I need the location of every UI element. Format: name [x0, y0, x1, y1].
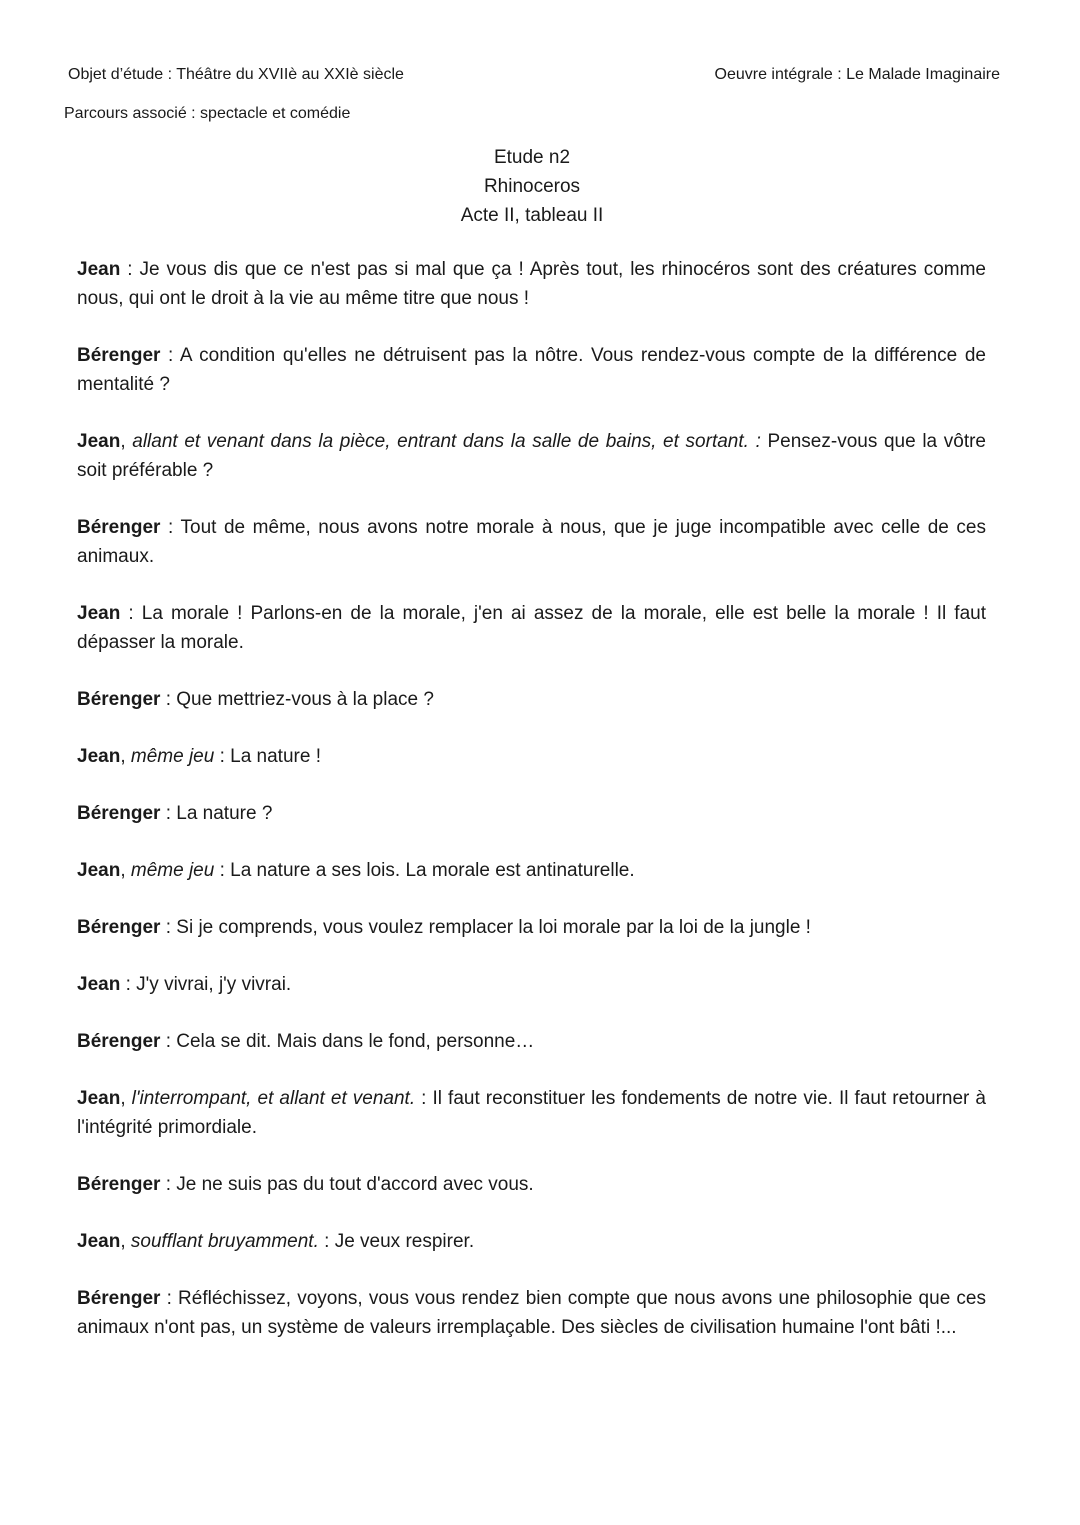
dialogue-line [77, 1227, 986, 1256]
speaker-name: Bérenger [77, 1031, 161, 1052]
separator: : [160, 803, 177, 824]
dialogue-line [77, 856, 986, 885]
line-text: Il faut reconstituer les fondements de notre vie. Il faut retourner à l'intégrité primordiale. [77, 1088, 986, 1138]
dialogue-line [77, 799, 986, 828]
separator: : [160, 917, 177, 938]
title-block [0, 143, 1064, 230]
line-text: La nature a ses lois. La morale est antinaturelle. [230, 860, 635, 881]
separator: , [120, 1231, 131, 1252]
line-text: Si je comprends, vous voulez remplacer la loi morale par la loi de la jungle ! [176, 917, 811, 938]
separator: : [160, 1031, 177, 1052]
line-text: J'y vivrai, j'y vivrai. [136, 974, 292, 995]
line-text: Je ne suis pas du tout d'accord avec vous. [176, 1174, 534, 1195]
stage-direction: soufflant bruyamment. [130, 1231, 319, 1252]
play-title: Rhinoceros [483, 176, 581, 197]
speaker-name: Jean [77, 431, 121, 452]
line-text: La nature ! [230, 746, 321, 767]
dialogue-line [77, 427, 986, 485]
separator: : [120, 974, 137, 995]
dialogue-line [77, 1284, 986, 1342]
dialogue-line [77, 742, 986, 771]
header-objet: Objet d’étude : Théâtre du XVIIè au XXIè siècle [68, 66, 404, 83]
line-text: Je vous dis que ce n'est pas si mal que ça ! Après tout, les rhinocéros sont des créatures comme nous, qui ont le droit à la vie au même titre que nous ! [77, 259, 986, 309]
separator: : [318, 1231, 335, 1252]
speaker-name: Bérenger [77, 517, 161, 538]
dialogue-line [77, 255, 986, 313]
separator: : [160, 517, 181, 538]
stage-direction: allant et venant dans la pièce, entrant dans la salle de bains, et sortant. : [132, 431, 761, 452]
speaker-name: Bérenger [77, 1174, 161, 1195]
line-text: A condition qu'elles ne détruisent pas la nôtre. Vous rendez-vous compte de la différence de mentalité ? [77, 345, 986, 395]
speaker-name: Bérenger [77, 345, 161, 366]
line-text: Je veux respirer. [334, 1231, 475, 1252]
separator: : [120, 603, 142, 624]
line-text: Cela se dit. Mais dans le fond, personne… [176, 1031, 535, 1052]
separator: : [120, 259, 140, 280]
line-text: La nature ? [176, 803, 273, 824]
dialogue-line [77, 913, 986, 942]
separator: : [214, 860, 231, 881]
dialogue-line [77, 1084, 986, 1142]
separator: : [160, 689, 177, 710]
separator: : [415, 1088, 433, 1109]
stage-direction: l'interrompant, et allant et venant. [131, 1088, 416, 1109]
line-text: La morale ! Parlons-en de la morale, j'en ai assez de la morale, elle est belle la morale ! Il faut dépasser la morale. [77, 603, 986, 653]
speaker-name: Jean [77, 259, 121, 280]
stage-direction: même jeu [130, 860, 215, 881]
speaker-name: Jean [77, 1231, 121, 1252]
separator: : [160, 1288, 179, 1309]
speaker-name: Bérenger [77, 917, 161, 938]
dialogue-line [77, 1170, 986, 1199]
line-text: Pensez-vous que la vôtre soit préférable ? [77, 431, 987, 481]
header-oeuvre: Oeuvre intégrale : Le Malade Imaginaire [714, 66, 1000, 83]
separator: , [120, 746, 131, 767]
separator: : [214, 746, 231, 767]
separator [761, 431, 768, 452]
dialogue-line [77, 513, 986, 571]
act-scene: Acte II, tableau II [460, 205, 604, 226]
separator: : [160, 1174, 177, 1195]
speaker-name: Jean [77, 974, 121, 995]
dialogue-line [77, 599, 986, 657]
dialogue-line [77, 341, 986, 399]
separator: , [120, 431, 133, 452]
speaker-name: Bérenger [77, 689, 161, 710]
speaker-name: Jean [77, 746, 121, 767]
line-text: Que mettriez-vous à la place ? [176, 689, 434, 710]
speaker-name: Bérenger [77, 1288, 161, 1309]
speaker-name: Bérenger [77, 803, 161, 824]
line-text: Tout de même, nous avons notre morale à nous, que je juge incompatible avec celle de ces animaux. [77, 517, 986, 567]
speaker-name: Jean [77, 860, 121, 881]
speaker-name: Jean [77, 603, 121, 624]
study-number: Etude n2 [493, 147, 571, 168]
dialogue-line [77, 1027, 986, 1056]
speaker-name: Jean [77, 1088, 121, 1109]
dialogue [77, 255, 986, 1370]
header-parcours: Parcours associé : spectacle et comédie [64, 105, 351, 122]
dialogue-line [77, 970, 986, 999]
line-text: Réfléchissez, voyons, vous vous rendez bien compte que nous avons une philosophie que ces animaux n'ont pas, un système de valeurs irremplaçable. Des siècles de civilisation humaine l'ont bâti !... [77, 1288, 986, 1338]
separator: : [160, 345, 180, 366]
separator: , [120, 860, 131, 881]
separator: , [120, 1088, 132, 1109]
stage-direction: même jeu [130, 746, 215, 767]
dialogue-line [77, 685, 986, 714]
